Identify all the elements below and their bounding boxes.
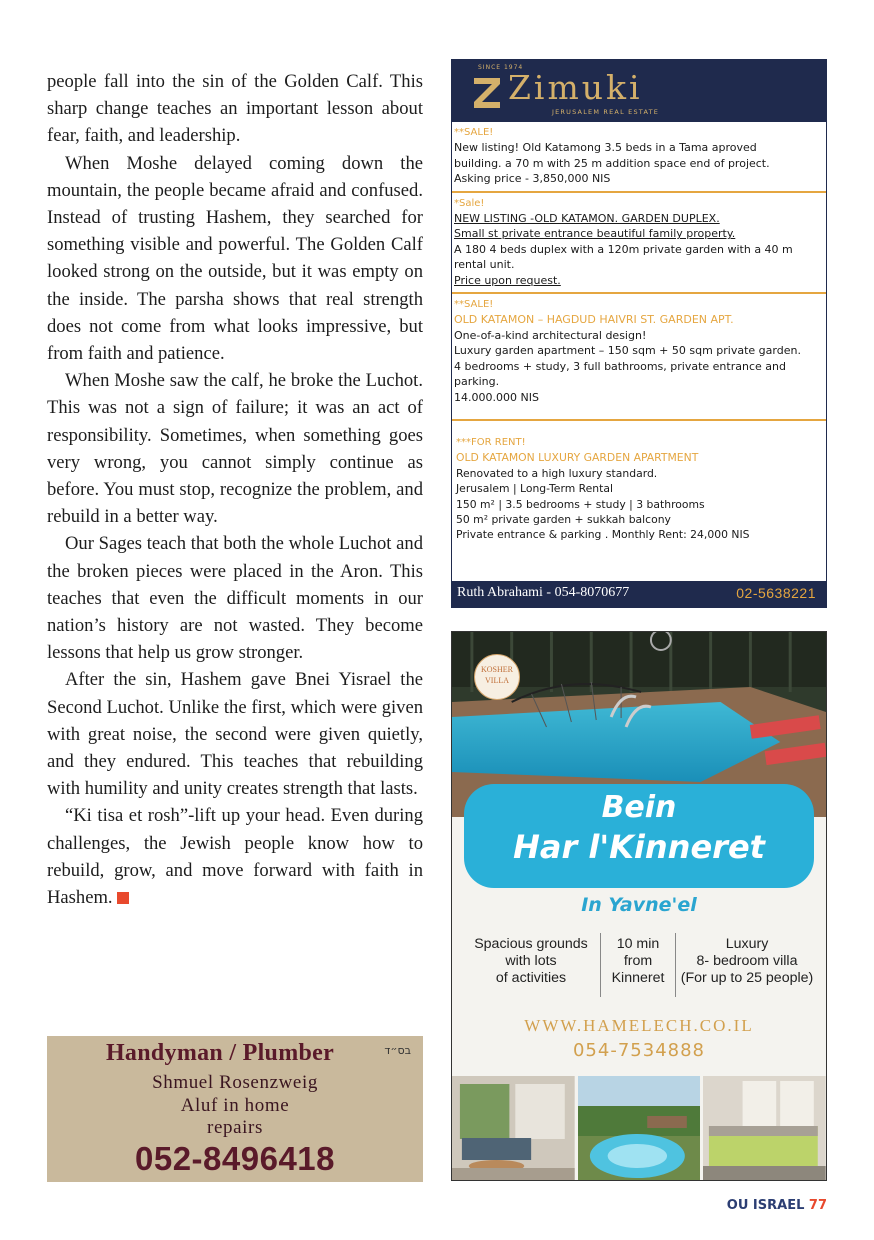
feature-line: 8- bedroom villa bbox=[696, 953, 798, 969]
zimuki-header bbox=[452, 60, 826, 122]
villa-location: In Yavne'el bbox=[581, 894, 697, 916]
listing-line: Small st private entrance beautiful family property. bbox=[454, 227, 736, 241]
feature-line: with lots bbox=[505, 953, 557, 969]
listing-line: parking. bbox=[454, 375, 500, 389]
article-final-text: “Ki tisa et rosh”-lift up your head. Even during challenges, the Jewish people know how to rebuild, grow, and move forward with faith in Hashem. bbox=[47, 805, 423, 909]
handyman-ad[interactable] bbox=[47, 1036, 423, 1182]
article-paragraph: When Moshe saw the calf, he broke the Luchot. This was not a sign of failure; it was an act of responsibility. Sometimes, when something goes very wrong, you cannot simply continue as before. You must stop, recognize the problem, and rebuild in a better way. bbox=[47, 370, 423, 528]
listing-line: Jerusalem | Long-Term Rental bbox=[456, 482, 613, 496]
zimuki-subtitle: JERUSALEM REAL ESTATE bbox=[552, 108, 660, 116]
villa-headline-line2: Har l'Kinneret bbox=[513, 828, 765, 866]
listing-line: Private entrance & parking . Monthly Rent: 24,000 NIS bbox=[456, 528, 750, 542]
listing-line: One-of-a-kind architectural design! bbox=[454, 328, 647, 342]
villa-headline-line1: Bein bbox=[601, 790, 677, 825]
villa-headline-banner bbox=[464, 784, 814, 888]
living-room-photo bbox=[452, 1076, 575, 1181]
listing-tag: *Sale! bbox=[454, 197, 485, 209]
listing-tag: **SALE! bbox=[454, 299, 494, 311]
villa-ad[interactable] bbox=[451, 631, 827, 1181]
badge-line: KOSHER bbox=[480, 665, 513, 674]
feature-item bbox=[676, 933, 818, 997]
feature-item bbox=[601, 933, 676, 997]
page-number: 77 bbox=[808, 1198, 827, 1213]
feature-line: (For up to 25 people) bbox=[680, 970, 814, 986]
zimuki-office-phone[interactable]: 02-5638221 bbox=[736, 585, 816, 601]
listing-tag: ***FOR RENT! bbox=[456, 436, 526, 448]
villa-features bbox=[462, 933, 818, 997]
listing-line: 150 m² | 3.5 bedrooms + study | 3 bathrooms bbox=[456, 497, 705, 511]
publication-name: OU ISRAEL bbox=[726, 1198, 805, 1213]
feature-line: Spacious grounds bbox=[474, 936, 588, 952]
listing-line: A 180 4 beds duplex with a 120m private garden with a 40 m bbox=[454, 242, 793, 256]
feature-line: Luxury bbox=[725, 936, 769, 952]
listing[interactable] bbox=[452, 193, 826, 294]
article-paragraph: Our Sages teach that both the whole Luchot and the broken pieces were placed in the Aron. This teaches that even the difficult moments in our nation’s history are not wasted. They become lessons that help us grow stronger. bbox=[47, 533, 423, 664]
zimuki-ad[interactable] bbox=[451, 59, 827, 608]
handyman-phone[interactable]: 052-8496418 bbox=[134, 1140, 336, 1177]
villa-phone[interactable]: 054-7534888 bbox=[572, 1040, 706, 1061]
listing[interactable] bbox=[452, 421, 826, 547]
listing[interactable] bbox=[452, 294, 826, 421]
zimuki-footer bbox=[452, 581, 826, 607]
zimuki-since: SINCE 1974 bbox=[478, 64, 524, 71]
listing-line: rental unit. bbox=[454, 258, 515, 272]
feature-item bbox=[462, 933, 601, 997]
page-folio bbox=[727, 1198, 827, 1213]
listing-price: Price upon request. bbox=[454, 273, 561, 287]
villa-website-link[interactable]: WWW.HAMELECH.CO.IL bbox=[524, 1016, 754, 1035]
listing-line: Luxury garden apartment – 150 sqm + 50 sqm private garden. bbox=[454, 344, 801, 358]
listing-tag: **SALE! bbox=[454, 127, 494, 138]
listing-line: Renovated to a high luxury standard. bbox=[456, 466, 658, 480]
zimuki-agent[interactable]: Ruth Abrahami - 054-8070677 bbox=[457, 585, 630, 600]
jacuzzi-photo bbox=[578, 1076, 701, 1181]
listing-line: 50 m² private garden + sukkah balcony bbox=[456, 512, 671, 526]
listing-price: Asking price - 3,850,000 NIS bbox=[454, 172, 611, 186]
handyman-line: Aluf in home bbox=[180, 1094, 290, 1116]
listing-title: NEW LISTING -OLD KATAMON. GARDEN DUPLEX. bbox=[454, 212, 720, 226]
listing-title: OLD KATAMON – HAGDUD HAIVRI ST. GARDEN APT. bbox=[454, 313, 734, 327]
handyman-line: repairs bbox=[207, 1117, 263, 1138]
zimuki-brand: Zimuki bbox=[508, 68, 643, 107]
feature-line: from bbox=[623, 953, 653, 969]
article-paragraph-final bbox=[47, 802, 423, 911]
handyman-title: Handyman / Plumber bbox=[105, 1040, 335, 1066]
listing[interactable] bbox=[452, 122, 826, 193]
listing-title: OLD KATAMON LUXURY GARDEN APARTMENT bbox=[456, 451, 699, 465]
article-paragraph: people fall into the sin of the Golden Calf. This sharp change teaches an important lesson about fear, faith, and leadership. bbox=[47, 71, 423, 147]
bsd-mark: בס״ד bbox=[384, 1044, 411, 1057]
feature-line: of activities bbox=[495, 970, 567, 986]
kosher-villa-badge bbox=[474, 654, 520, 700]
handyman-details bbox=[47, 1072, 423, 1140]
article-column bbox=[47, 68, 423, 911]
handyman-name: Shmuel Rosenzweig bbox=[152, 1072, 318, 1093]
zimuki-logo-icon bbox=[474, 74, 500, 108]
listing-price: 14.000.000 NIS bbox=[454, 390, 539, 404]
end-mark-icon bbox=[117, 892, 129, 904]
villa-photo-strip bbox=[452, 1076, 826, 1181]
feature-line: 10 min bbox=[616, 936, 660, 952]
zimuki-listings bbox=[452, 122, 826, 547]
article-paragraph: After the sin, Hashem gave Bnei Yisrael the Second Luchot. Unlike the first, which were given with great noise, the second were given quietly, and they endured. This teaches that rebuilding with humility and unity creates strength that lasts. bbox=[47, 669, 423, 800]
article-paragraph: When Moshe delayed coming down the mountain, the people became afraid and confused. Instead of trusting Hashem, they searched for something visible and powerful. The Golden Calf looked strong on the outside, but it was empty on the inside. The parsha shows that real strength does not come from what looks impressive, but from faith and patience. bbox=[47, 152, 423, 365]
feature-line: Kinneret bbox=[611, 970, 665, 986]
listing-line: building. a 70 m with 25 m addition space end of project. bbox=[454, 156, 770, 170]
listing-line: 4 bedrooms + study, 3 full bathrooms, private entrance and bbox=[454, 359, 786, 373]
bedroom-photo bbox=[703, 1076, 826, 1181]
listing-line: New listing! Old Katamong 3.5 beds in a Tama aproved bbox=[454, 141, 757, 155]
badge-line: VILLA bbox=[485, 676, 509, 685]
